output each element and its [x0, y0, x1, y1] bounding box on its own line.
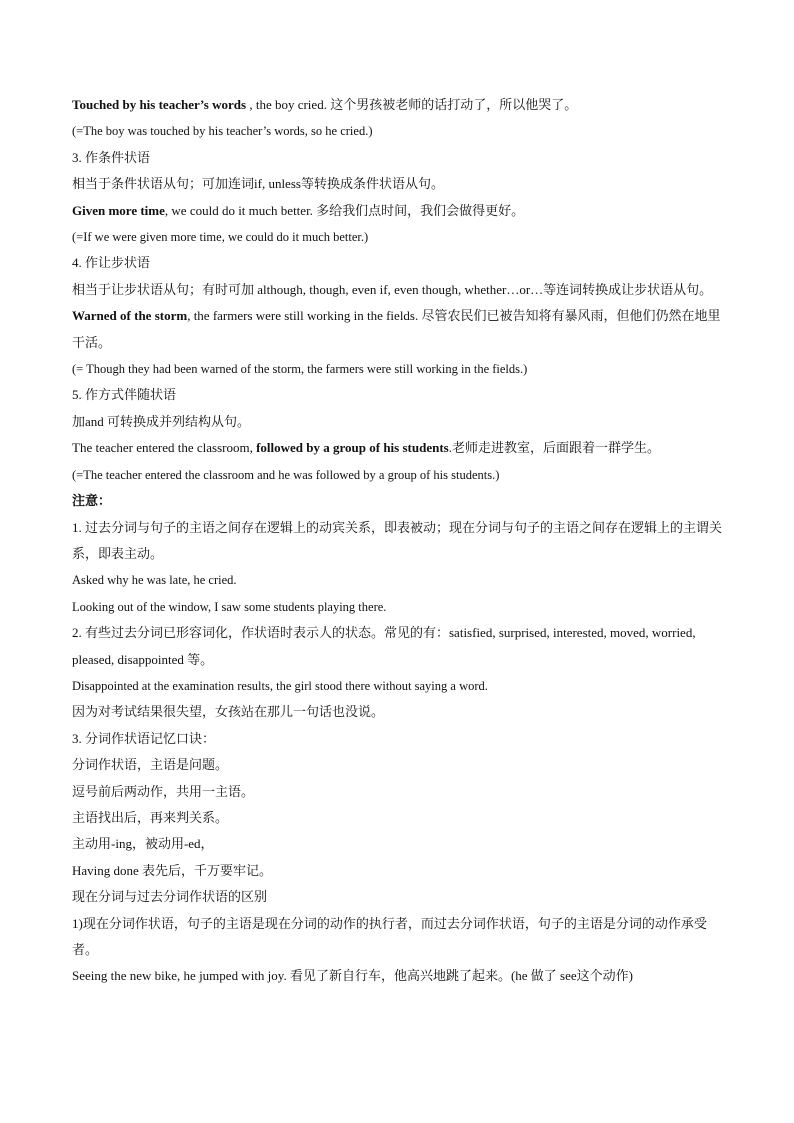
- mnemonic-line: 主语找出后，再来判关系。: [72, 809, 229, 825]
- example-given: Given more time, we could do it much better. 多给我们点时间，我们会做得更好。: [72, 202, 525, 218]
- example-followed: The teacher entered the classroom, followed by a group of his students.老师走进教室，后面跟着一群学生。: [72, 440, 660, 456]
- mnemonic-line: 分词作状语，主语是问题。: [72, 757, 229, 773]
- bold-phrase: Touched by his teacher’s words: [72, 97, 247, 112]
- note-1: 1. 过去分词与句子的主语之间存在逻辑上的动宾关系，即表被动；现在分词与句子的主语之间存在逻辑上的主谓关系，即表主动。: [72, 519, 723, 561]
- comparison-point-1: 1)现在分词作状语，句子的主语是现在分词的动作的执行者，而过去分词作状语，句子的主语是分词的动作承受者。: [72, 915, 707, 957]
- example-touched: Touched by his teacher’s words , the boy cried. 这个男孩被老师的话打动了，所以他哭了。: [72, 97, 578, 112]
- paraphrase: (= Though they had been warned of the storm, the farmers were still working in the fields.): [72, 362, 528, 377]
- mnemonic-line: 主动用-ing，被动用-ed，: [72, 836, 214, 852]
- example-warned: Warned of the storm, the farmers were still working in the fields. 尽管农民们已被告知将有暴风雨，但他们仍然在地里干活。: [72, 308, 721, 350]
- paraphrase: (=The teacher entered the classroom and he was followed by a group of his students.): [72, 467, 500, 482]
- bold-phrase: Warned of the storm: [72, 308, 188, 324]
- comparison-heading: 现在分词与过去分词作状语的区别: [72, 889, 268, 905]
- example-sentence: Disappointed at the examination results, the girl stood there without saying a word.: [72, 678, 488, 693]
- note-3: 3. 分词作状语记忆口诀：: [72, 730, 216, 746]
- mnemonic-line: 逗号前后两动作，共用一主语。: [72, 783, 255, 799]
- bold-phrase: followed by a group of his students: [256, 440, 449, 456]
- bold-phrase: Given more time: [72, 202, 165, 218]
- mnemonic-line: Having done 表先后，千万要牢记。: [72, 862, 273, 878]
- section-heading-manner: 5. 作方式伴随状语: [72, 387, 177, 403]
- paraphrase: (=If we were given more time, we could do it much better.): [72, 230, 369, 245]
- section-heading-concession: 4. 作让步状语: [72, 255, 151, 271]
- note-2: 2. 有些过去分词已形容词化，作状语时表示人的状态。常见的有：satisfied, surprised, interested, moved, worried, pleased, disappointed 等。: [72, 625, 696, 667]
- example-seeing: Seeing the new bike, he jumped with joy. 看见了新自行车，他高兴地跳了起来。(he 做了 see这个动作): [72, 968, 633, 984]
- explanation: 相当于让步状语从句；有时可加 although, though, even if, even though, whether…or…等连词转换成让步状语从句。: [72, 281, 713, 297]
- explanation: 相当于条件状语从句；可加连词if, unless等转换成条件状语从句。: [72, 176, 444, 192]
- example-sentence: Asked why he was late, he cried.: [72, 573, 237, 588]
- note-heading: 注意：: [72, 493, 112, 509]
- translation: 因为对考试结果很失望，女孩站在那儿一句话也没说。: [72, 704, 385, 720]
- paraphrase: (=The boy was touched by his teacher’s words, so he cried.): [72, 124, 373, 139]
- section-heading-condition: 3. 作条件状语: [72, 149, 151, 165]
- document-body: [72, 92, 732, 990]
- explanation: 加and 可转换成并列结构从句。: [72, 413, 251, 429]
- example-sentence: Looking out of the window, I saw some students playing there.: [72, 599, 387, 614]
